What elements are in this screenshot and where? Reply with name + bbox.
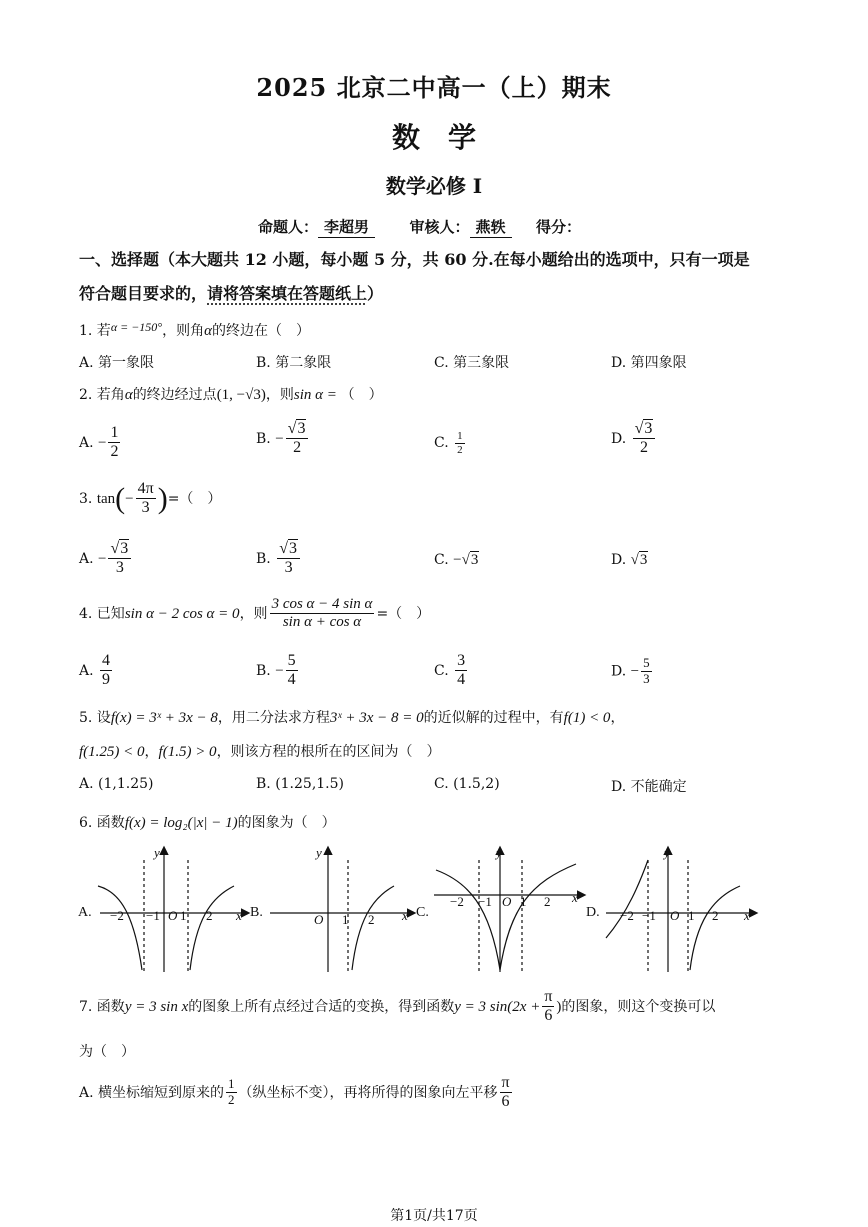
section-heading-line2 (79, 277, 383, 311)
q3-fraction (136, 480, 156, 518)
q6-suffix: 的图象为（ ） (237, 815, 336, 831)
q4-d-num: 5 (643, 655, 650, 670)
author-line (258, 216, 581, 237)
q2-c-num: 1 (457, 430, 463, 442)
q3-b-den: 3 (284, 559, 293, 577)
q6-b-tick-2: 2 (368, 912, 375, 927)
page-title: 2025 北京二中高一（上）期末 (256, 73, 612, 102)
q6-d-y-label: y (664, 845, 670, 860)
q6-d-tick-2: 2 (712, 908, 719, 923)
q6-d-x-label: x (744, 908, 750, 923)
q2-b-label: B. (256, 430, 271, 447)
q2-c-label: C. (434, 435, 449, 452)
q4-c-fraction (455, 652, 467, 690)
q5-prefix: 5. 设 (79, 710, 111, 726)
q3-c-sign: − (453, 552, 462, 568)
q6-label-a[interactable]: A. (78, 905, 92, 920)
q4-b-sign: − (275, 662, 284, 679)
q3-fn: tan (96, 490, 116, 507)
q2-option-b[interactable] (256, 420, 310, 458)
q7-a-pden: 6 (501, 1093, 510, 1111)
q2-d-num: 3 (644, 420, 653, 437)
section-heading-close: ） (367, 284, 384, 303)
q4-condition: sin α − 2 cos α = 0 (124, 605, 240, 622)
q6-c-tick-2: 2 (544, 894, 551, 909)
question-3: 3. tan(− $\frac{4\pi}{3}$ )=（ ） (79, 480, 222, 517)
q4-a-fraction (100, 652, 112, 690)
q7-fraction (542, 988, 554, 1026)
q3-num: 4π (136, 480, 156, 499)
q1-alpha: α (204, 323, 212, 339)
q4-option-a[interactable] (79, 652, 114, 690)
q6-a-tick-m1: −1 (146, 908, 160, 923)
section-heading-text: 符合题目要求的， (79, 284, 208, 303)
q4-prefix: 4. 已知 (79, 605, 125, 622)
question-6 (79, 812, 336, 832)
q4-option-d[interactable] (611, 656, 654, 687)
q6-b-x-label: x (402, 908, 408, 923)
subtitle: 数学必修 I (385, 174, 483, 198)
q6-d-origin: O (670, 908, 680, 923)
q2-c-den: 2 (457, 443, 463, 456)
q5-equation: 3ˣ + 3x − 8 = 0 (329, 710, 424, 726)
q5-function: f(x) = 3ˣ + 3x − 8 (110, 710, 218, 726)
q2-a-den: 2 (110, 443, 119, 461)
q2-d-den: 2 (640, 439, 649, 457)
subject-title: 数 学 (391, 121, 476, 154)
q4-d-label: D. (611, 663, 627, 680)
q2-option-a[interactable] (79, 424, 122, 462)
q6-graphs (76, 842, 766, 976)
q4-a-num: 4 (100, 652, 112, 671)
q6-c-origin: O (502, 894, 512, 909)
q1-angle: α = −150° (110, 320, 163, 334)
q6-d-tick-m1: −1 (642, 908, 656, 923)
q5-cond-1: f(1) < 0 (563, 710, 611, 726)
q2-c-fraction (455, 430, 465, 456)
q1-option-b[interactable]: B. 第二象限 (256, 355, 332, 371)
q4-d-den: 3 (643, 670, 650, 686)
q6-a-tick-1: 1 (180, 908, 187, 923)
q7-a-fraction-1 (226, 1077, 237, 1108)
q2-d-label: D. (611, 430, 627, 447)
q5-cond-2: f(1.25) < 0 (79, 744, 145, 760)
q2-b-den: 2 (293, 439, 302, 457)
q2-prefix: 2. 若角 (79, 387, 125, 403)
q2-a-label: A. (79, 434, 94, 451)
setter-label: 命题人： (258, 218, 319, 236)
q1-mid: ，则角 (162, 323, 205, 339)
q4-d-fraction (641, 656, 652, 687)
q1-option-d[interactable]: D. 第四象限 (611, 355, 687, 371)
question-5-line2 (79, 741, 441, 761)
q6-a-x-label: x (236, 908, 242, 923)
q5-option-d[interactable]: D. 不能确定 (611, 779, 687, 795)
q2-d-fraction: $\frac{√3}{2}$ (633, 420, 656, 458)
q7-suffix: 的图象，则这个变换可以 (561, 998, 716, 1015)
q6-d-tick-m2: −2 (620, 908, 634, 923)
q7-a-text-1: A. 横坐标缩短到原来的 (79, 1084, 225, 1101)
q2-a-num: 1 (108, 424, 120, 443)
q6-a-tick-m2: −2 (110, 908, 124, 923)
q6-prefix: 6. 函数 (79, 815, 125, 831)
q7-option-a[interactable] (79, 1074, 514, 1112)
q5-cond-3: f(1.5) > 0 (158, 744, 217, 760)
q5-comma: ， (610, 710, 625, 726)
q7-a-fraction-2 (500, 1074, 512, 1112)
q6-c-tick-m2: −2 (450, 894, 464, 909)
q1-prefix: 1. 若 (79, 323, 111, 339)
q7-den: 6 (544, 1007, 553, 1025)
q2-b-sign: − (275, 430, 284, 447)
q3-a-sign: − (98, 550, 107, 567)
q6-d-tick-1: 1 (688, 908, 695, 923)
q6-label-b[interactable]: B. (250, 905, 263, 920)
q2-point: (1, −√3) (216, 387, 266, 403)
q6-a-tick-2: 2 (206, 908, 213, 923)
q3-den: 3 (141, 499, 150, 517)
q7-function-2a: y = 3 sin(2x + (454, 998, 541, 1015)
q2-option-c[interactable] (434, 430, 467, 456)
q4-b-den: 4 (287, 671, 296, 689)
q5-comma-2: ， (144, 744, 159, 760)
q4-fraction (270, 596, 375, 632)
question-7-line2: 为（ ） (79, 1044, 135, 1060)
q6-a-y-label: y (154, 845, 160, 860)
q7-a-text-2: （纵坐标不变），再将所得的图象向左平移 (238, 1084, 498, 1101)
question-4 (79, 596, 430, 632)
q6-c-x-label: x (572, 890, 578, 905)
q4-a-den: 9 (102, 671, 111, 689)
q3-a-den: 3 (115, 559, 124, 577)
q6-c-y-label: y (496, 845, 502, 860)
q2-suffix: （ ） (340, 387, 383, 403)
q4-c-label: C. (434, 662, 449, 679)
q5-mid: ，用二分法求方程 (217, 710, 330, 726)
q7-function-2b: ) (556, 998, 562, 1015)
q2-a-sign: − (98, 434, 107, 451)
q3-a-fraction: $\frac{√3}{3}$ (108, 540, 131, 578)
q3-d-rad: 3 (639, 552, 648, 568)
q3-option-a[interactable] (79, 540, 133, 578)
question-2 (79, 384, 383, 404)
q6-function: f(x) = log₂(|x| − 1) (124, 815, 238, 831)
q4-mid: ，则 (239, 605, 268, 622)
q4-a-label: A. (79, 662, 94, 679)
q7-function-1: y = 3 sin x (124, 998, 189, 1015)
q6-c-tick-1: 1 (520, 894, 527, 909)
q4-b-fraction (286, 652, 298, 690)
q6-b-tick-1: 1 (342, 912, 349, 927)
q6-label-c[interactable]: C. (416, 905, 429, 920)
q2-b-fraction: $\frac{√3}{2}$ (286, 420, 309, 458)
q7-a-num: 1 (228, 1076, 235, 1092)
question-1 (79, 320, 310, 340)
q4-b-label: B. (256, 662, 271, 679)
q6-b-y-label: y (316, 845, 322, 860)
q3-a-label: A. (79, 550, 94, 567)
q3-prefix: 3. (79, 490, 93, 507)
q3-c-rad: 3 (470, 552, 479, 568)
page-footer: 第1页/共17页 (390, 1208, 478, 1224)
setter-name: 李超男 (318, 218, 375, 238)
q1-option-a[interactable]: A. 第一象限 (79, 355, 155, 371)
q5-mid2: 的近似解的过程中，有 (423, 710, 564, 726)
q5-option-c[interactable]: C. (1.5,2) (434, 776, 500, 792)
q5-option-a[interactable]: A. (1,1.25) (79, 776, 154, 792)
q4-option-c[interactable] (434, 652, 469, 690)
q6-label-d[interactable]: D. (586, 905, 600, 920)
q3-b-num: 3 (288, 540, 297, 557)
q4-den: sin α + cos α (282, 614, 362, 631)
q7-mid: 的图象上所有点经过合适的变换，得到函数 (188, 998, 455, 1015)
q3-d-label: D. (611, 552, 627, 568)
q3-option-b[interactable] (256, 540, 302, 578)
q7-a-pnum: π (500, 1074, 512, 1093)
q7-prefix: 7. 函数 (79, 998, 125, 1015)
q3-b-label: B. (256, 550, 271, 567)
q3-b-fraction: $\frac{√3}{3}$ (277, 540, 300, 578)
section-heading-emphasis: 请将答案填在答题纸上 (207, 284, 368, 303)
q7-a-den: 2 (228, 1092, 235, 1108)
q3-suffix: =（ ） (167, 490, 222, 507)
reviewer-label: 审核人： (409, 218, 470, 236)
q2-alpha: α (124, 387, 133, 403)
q4-option-b[interactable] (256, 652, 300, 690)
question-5-line1 (79, 707, 624, 727)
q4-b-num: 5 (286, 652, 298, 671)
reviewer-name: 燕轶 (470, 218, 512, 238)
q5-option-b[interactable]: B. (1.25,1.5) (256, 776, 344, 792)
q7-num: π (542, 988, 554, 1007)
q2-expr: sin α = (293, 387, 341, 403)
question-7-line1 (79, 988, 715, 1026)
q4-d-sign: − (630, 663, 640, 680)
q3-a-num: 3 (120, 540, 129, 557)
q2-a-fraction (108, 424, 120, 462)
q2-option-d[interactable] (611, 420, 657, 458)
q6-a-origin: O (168, 908, 178, 923)
q1-suffix: 的终边在（ ） (211, 323, 310, 339)
q4-c-den: 4 (457, 671, 466, 689)
q2-b-num: 3 (297, 420, 306, 437)
section-heading-line1: 一、选择题（本大题共 12 小题，每小题 5 分，共 60 分.在每小题给出的选项中，只有一项是 (79, 250, 750, 269)
q3-sign: − (125, 490, 134, 507)
q2-mid: 的终边经过点 (132, 387, 217, 403)
q2-mid2: ，则 (265, 387, 294, 403)
q6-c-tick-m1: −1 (478, 894, 492, 909)
q4-c-num: 3 (455, 652, 467, 671)
q4-num: 3 cos α − 4 sin α (270, 596, 375, 614)
q3-c-label: C. (434, 552, 449, 568)
q1-option-c[interactable]: C. 第三象限 (434, 355, 510, 371)
q5-suffix: ，则该方程的根所在的区间为（ ） (216, 744, 441, 760)
score-label: 得分： (536, 218, 582, 236)
q3-option-d[interactable]: D. √3 (611, 552, 648, 568)
q6-b-origin: O (314, 912, 324, 927)
q3-option-c[interactable]: C. −√3 (434, 552, 479, 568)
q4-suffix: =（ ） (376, 605, 431, 622)
